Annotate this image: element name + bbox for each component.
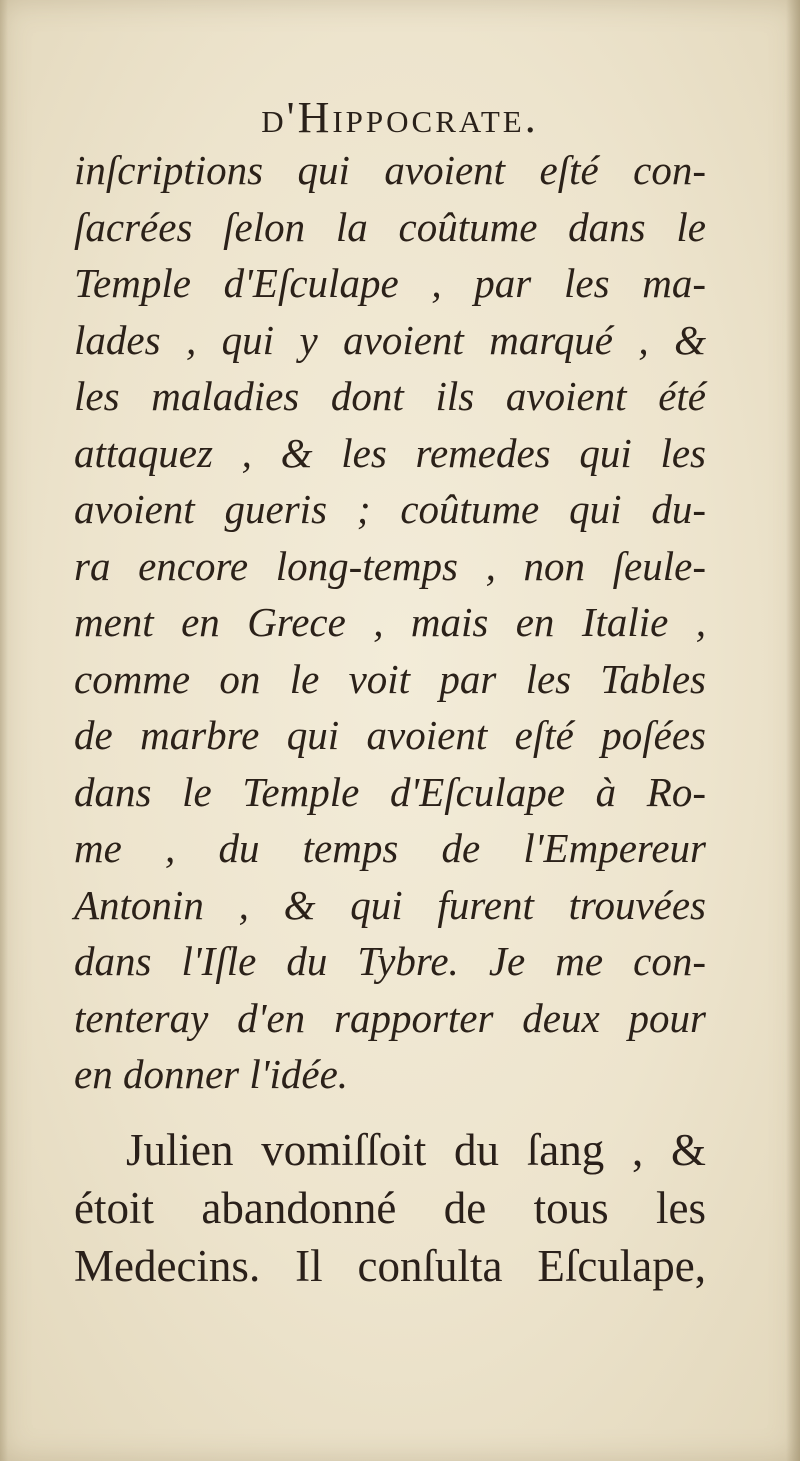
text-line: ſacrées ſelon la coûtume dans le <box>74 203 706 250</box>
text-line: en donner l'idée. <box>74 1051 349 1097</box>
page-right-edge <box>786 0 800 1461</box>
italic-paragraph <box>74 142 706 1103</box>
text-line: comme on le voit par les Tables <box>74 655 706 702</box>
text-line: les maladies dont ils avoient été <box>74 373 706 419</box>
text-line: me , du temps de l'Empereur <box>74 825 706 871</box>
text-line: Medecins. Il conſulta Eſculape, <box>74 1240 706 1291</box>
body-text <box>74 142 706 1295</box>
text-line: Julien vomiſſoit du ſang , & <box>126 1124 706 1175</box>
text-line: attaquez , & les remedes qui les <box>74 429 706 476</box>
roman-paragraph <box>74 1121 706 1295</box>
page-left-edge <box>0 0 8 1461</box>
text-line: lades , qui y avoient marqué , & <box>74 316 706 363</box>
text-line: tenteray d'en rapporter deux pour <box>74 994 706 1041</box>
text-line: dans l'Iſle du Tybre. Je me con- <box>74 938 706 984</box>
text-line: ra encore long-temps , non ſeule- <box>74 542 706 589</box>
running-head: d'Hippocrate. <box>261 93 539 142</box>
text-line: avoient gueris ; coûtume qui du- <box>74 486 706 532</box>
text-line: ment en Grece , mais en Italie , <box>74 599 706 645</box>
text-line: Temple d'Eſculape , par les ma- <box>74 260 706 306</box>
text-line: inſcriptions qui avoient eſté con- <box>74 147 706 193</box>
text-line: Antonin , & qui furent trouvées <box>74 881 706 928</box>
text-line: étoit abandonné de tous les <box>74 1182 706 1233</box>
text-line: dans le Temple d'Eſculape à Ro- <box>74 768 706 815</box>
text-line: de marbre qui avoient eſté poſées <box>74 712 706 758</box>
